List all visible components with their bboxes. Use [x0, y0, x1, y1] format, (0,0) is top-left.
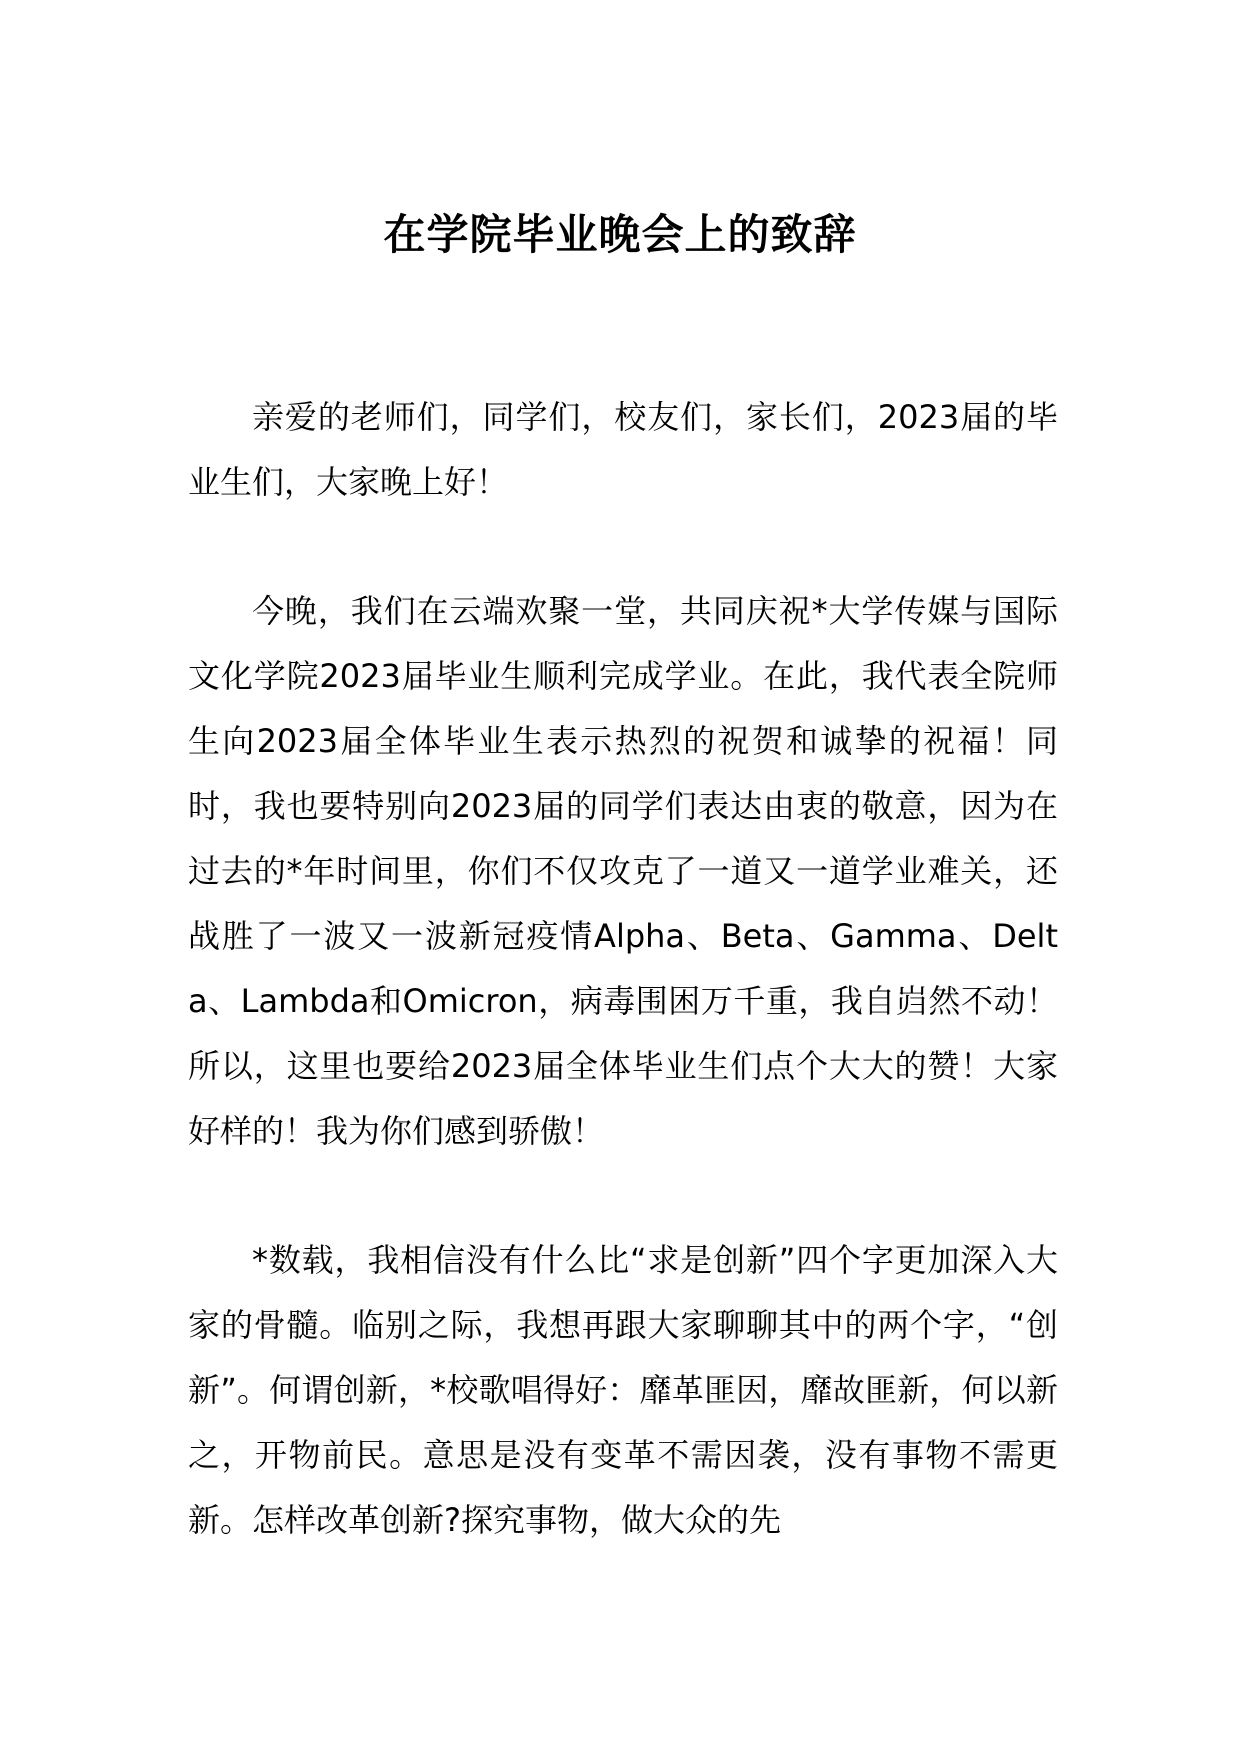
paragraph-celebration: 今晚，我们在云端欢聚一堂，共同庆祝*大学传媒与国际文化学院2023届毕业生顺利完成学业。在此，我代表全院师生向2023届全体毕业生表示热烈的祝贺和诚挚的祝福！同时，我也要特别向2023届的同学们表达由衷的敬意，因为在过去的*年时间里，你们不仅攻克了一道又一道学业难关，还战胜了一波又一波新冠疫情Alpha、Beta、Gamma、Delta、Lambda和Omicron，病毒围困万千重，我自岿然不动！所以，这里也要给2023届全体毕业生们点个大大的赞！大家好样的！我为你们感到骄傲！ — [188, 592, 1058, 1150]
document-body — [188, 385, 1058, 1617]
paragraph-innovation: *数载，我相信没有什么比“求是创新”四个字更加深入大家的骨髓。临别之际，我想再跟大家聊聊其中的两个字，“创新”。何谓创新，*校歌唱得好：靡革匪因，靡故匪新，何以新之，开物前民。意思是没有变革不需因袭，没有事物不需更新。怎样改革创新?探究事物，做大众的先 — [188, 1241, 1058, 1539]
document-title: 在学院毕业晚会上的致辞 — [383, 210, 857, 259]
paragraph-greeting: 亲爱的老师们，同学们，校友们，家长们，2023届的毕业生们，大家晚上好！ — [188, 398, 1058, 501]
